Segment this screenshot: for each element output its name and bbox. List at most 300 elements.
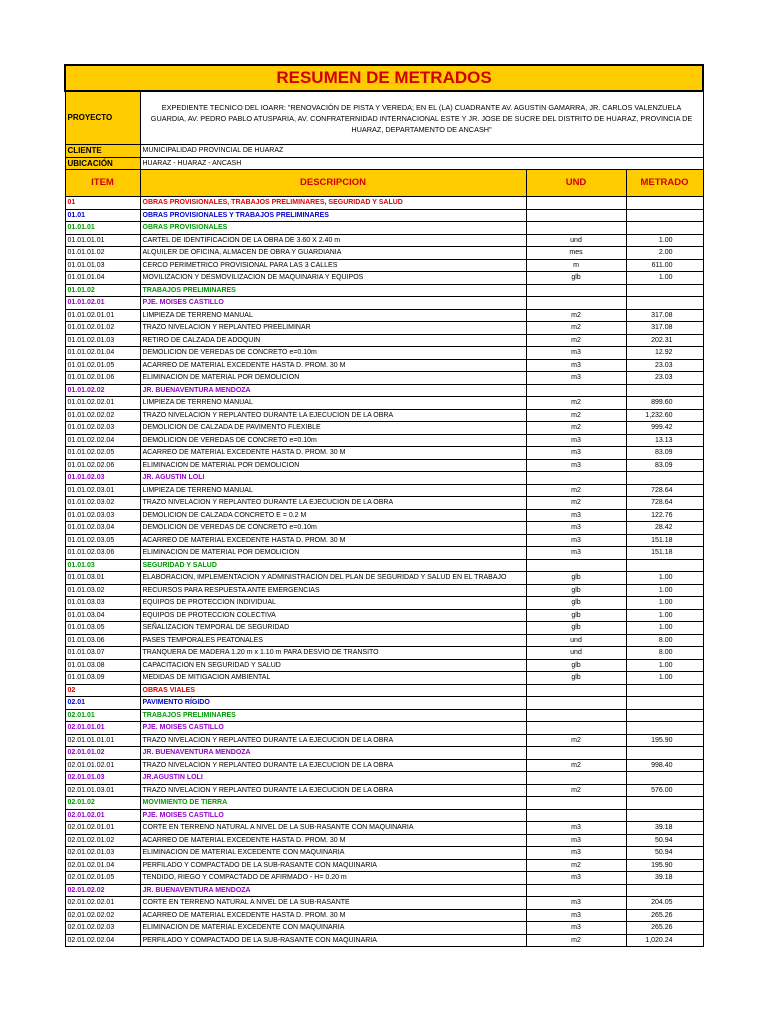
cell-metrado: 13.13 <box>626 434 703 447</box>
cell-und: m3 <box>526 534 626 547</box>
cell-desc: OBRAS PROVISIONALES <box>140 222 526 235</box>
cell-desc: DEMOLICION DE VEREDAS DE CONCRETO e=0.10m <box>140 434 526 447</box>
cell-desc: MOVILIZACION Y DESMOVILIZACION DE MAQUINARIA Y EQUIPOS <box>140 272 526 285</box>
cell-metrado <box>626 684 703 697</box>
cell-desc: PASES TEMPORALES PEATONALES <box>140 634 526 647</box>
table-row <box>65 822 703 835</box>
cell-und: m3 <box>526 447 626 460</box>
section-row <box>65 797 703 810</box>
table-row <box>65 259 703 272</box>
table-row <box>65 634 703 647</box>
cell-und: mes <box>526 247 626 260</box>
cell-desc: ACARREO DE MATERIAL EXCEDENTE HASTA D. PROM. 30 M <box>140 359 526 372</box>
cell-und: glb <box>526 622 626 635</box>
table-row <box>65 422 703 435</box>
table-row <box>65 659 703 672</box>
cell-und <box>526 709 626 722</box>
cell-und: m3 <box>526 347 626 360</box>
cell-desc: RETIRO DE CALZADA DE ADOQUIN <box>140 334 526 347</box>
cell-metrado: 50.94 <box>626 834 703 847</box>
cell-metrado: 998.40 <box>626 759 703 772</box>
cell-und: m3 <box>526 834 626 847</box>
cell-metrado: 899.60 <box>626 397 703 410</box>
metrados-table <box>64 64 704 947</box>
location-label: UBICACIÓN <box>65 157 140 170</box>
cell-desc: JR.AGUSTIN LOLI <box>140 772 526 785</box>
cell-metrado <box>626 384 703 397</box>
table-row <box>65 609 703 622</box>
cell-und: m2 <box>526 484 626 497</box>
section-row <box>65 697 703 710</box>
cell-und: m3 <box>526 547 626 560</box>
cell-item: 01.01.02.03.04 <box>65 522 140 535</box>
table-row <box>65 447 703 460</box>
table-row <box>65 572 703 585</box>
cell-und: m2 <box>526 422 626 435</box>
cell-item: 02.01.01.02 <box>65 747 140 760</box>
cell-item: 01.01.02.01.01 <box>65 309 140 322</box>
cell-item: 01.01.03.05 <box>65 622 140 635</box>
cell-metrado: 39.18 <box>626 872 703 885</box>
cell-item: 02.01.02.01.01 <box>65 822 140 835</box>
cell-und <box>526 747 626 760</box>
cell-desc: JR. BUENAVENTURA MENDOZA <box>140 747 526 760</box>
cell-desc: TRABAJOS PRELIMINARES <box>140 284 526 297</box>
table-row <box>65 897 703 910</box>
section-row <box>65 472 703 485</box>
cell-und: glb <box>526 272 626 285</box>
cell-item: 02.01.02.02.03 <box>65 922 140 935</box>
project-text: EXPEDIENTE TECNICO DEL IOARR: "RENOVACIÓN DE PISTA Y VEREDA; EN EL (LA) CUADRANTE AV. AGUSTIN GAMARRA, JR. CARLOS VALENZUELA GUARDIA, AV. PEDRO PABLO ATUSPARIA, AV. CONFRATERNIDAD INTERNACIONAL ESTE Y JR. JOSE DE SUCRE DEL DISTRITO DE HUARAZ, PROVINCIA DE HUARAZ, DEPARTAMENTO DE ANCASH" <box>140 91 703 145</box>
cell-desc: TRAZO NIVELACION Y REPLANTEO DURANTE LA EJECUCION DE LA OBRA <box>140 409 526 422</box>
cell-item: 02.01.01 <box>65 709 140 722</box>
cell-metrado: 999.42 <box>626 422 703 435</box>
cell-metrado: 611.00 <box>626 259 703 272</box>
cell-und: glb <box>526 609 626 622</box>
cell-item: 02.01.02.01.03 <box>65 847 140 860</box>
cell-desc: CERCO PERIMETRICO PROVISIONAL PARA LAS 3 CALLES <box>140 259 526 272</box>
cell-desc: ELIMINACION DE MATERIAL EXCEDENTE CON MAQUINARIA <box>140 922 526 935</box>
cell-desc: CORTE EN TERRENO NATURAL A NIVEL DE LA SUB-RASANTE <box>140 897 526 910</box>
cell-und: m2 <box>526 497 626 510</box>
cell-item: 01.01.02.02 <box>65 384 140 397</box>
cell-item: 01.01 <box>65 209 140 222</box>
cell-metrado <box>626 722 703 735</box>
cell-metrado: 23.03 <box>626 359 703 372</box>
cell-und: m3 <box>526 372 626 385</box>
cell-und: und <box>526 634 626 647</box>
cell-metrado <box>626 297 703 310</box>
section-row <box>65 772 703 785</box>
cell-desc: JR. BUENAVENTURA MENDOZA <box>140 884 526 897</box>
cell-item: 01.01.03.09 <box>65 672 140 685</box>
table-row <box>65 434 703 447</box>
cell-desc: TRAZO NIVELACION Y REPLANTEO DURANTE LA EJECUCION DE LA OBRA <box>140 784 526 797</box>
cell-item: 01.01.01.02 <box>65 247 140 260</box>
cell-metrado: 204.05 <box>626 897 703 910</box>
cell-item: 02.01.01.01 <box>65 722 140 735</box>
cell-metrado: 1,020.24 <box>626 934 703 947</box>
cell-und: m2 <box>526 334 626 347</box>
table-row <box>65 309 703 322</box>
cell-metrado: 195.90 <box>626 859 703 872</box>
table-row <box>65 547 703 560</box>
cell-und: und <box>526 647 626 660</box>
cell-desc: PJE. MOISES CASTILLO <box>140 722 526 735</box>
cell-und: m2 <box>526 397 626 410</box>
cell-desc: PAVIMENTO RÍGIDO <box>140 697 526 710</box>
cell-und: m3 <box>526 847 626 860</box>
cell-item: 01.01.02.02.03 <box>65 422 140 435</box>
section-row <box>65 884 703 897</box>
cell-desc: CARTEL DE IDENTIFICACION DE LA OBRA DE 3.60 X 2.40 m <box>140 234 526 247</box>
cell-desc: ACARREO DE MATERIAL EXCEDENTE HASTA D. PROM. 30 M <box>140 447 526 460</box>
table-row <box>65 622 703 635</box>
cell-und: m2 <box>526 859 626 872</box>
cell-item: 01.01.02.03.01 <box>65 484 140 497</box>
cell-item: 02.01.02 <box>65 797 140 810</box>
cell-item: 01 <box>65 197 140 210</box>
cell-item: 02.01.01.02.01 <box>65 759 140 772</box>
cell-metrado: 1.00 <box>626 609 703 622</box>
cell-und: m3 <box>526 509 626 522</box>
cell-desc: MEDIDAS DE MITIGACION AMBIENTAL <box>140 672 526 685</box>
cell-item: 02.01.01.01.01 <box>65 734 140 747</box>
cell-desc: MOVIMIENTO DE TIERRA <box>140 797 526 810</box>
cell-metrado <box>626 709 703 722</box>
cell-metrado: 1,232.60 <box>626 409 703 422</box>
cell-item: 02.01.02.02.01 <box>65 897 140 910</box>
cell-und: m3 <box>526 522 626 535</box>
cell-item: 01.01.02.02.04 <box>65 434 140 447</box>
cell-und <box>526 722 626 735</box>
table-row <box>65 272 703 285</box>
cell-und: und <box>526 234 626 247</box>
cell-desc: DEMOLICION DE VEREDAS DE CONCRETO e=0.10m <box>140 347 526 360</box>
cell-desc: TRAZO NIVELACION Y REPLANTEO DURANTE LA EJECUCION DE LA OBRA <box>140 497 526 510</box>
cell-und: glb <box>526 659 626 672</box>
cell-und <box>526 297 626 310</box>
table-row <box>65 347 703 360</box>
client-row <box>65 145 703 158</box>
section-row <box>65 197 703 210</box>
cell-desc: OBRAS PROVISIONALES Y TRABAJOS PRELIMINARES <box>140 209 526 222</box>
title-row <box>65 65 703 91</box>
cell-item: 01.01.02.03.03 <box>65 509 140 522</box>
table-row <box>65 584 703 597</box>
cell-desc: CAPACITACION EN SEGURIDAD Y SALUD <box>140 659 526 672</box>
cell-item: 02.01.01.03 <box>65 772 140 785</box>
cell-metrado: 1.00 <box>626 622 703 635</box>
cell-metrado <box>626 809 703 822</box>
cell-metrado <box>626 222 703 235</box>
table-row <box>65 597 703 610</box>
table-row <box>65 909 703 922</box>
cell-metrado: 265.26 <box>626 922 703 935</box>
cell-item: 01.01.02.02.01 <box>65 397 140 410</box>
cell-desc: DEMOLICION DE CALZADA DE PAVIMENTO FLEXIBLE <box>140 422 526 435</box>
cell-item: 02.01.01.03.01 <box>65 784 140 797</box>
cell-und <box>526 472 626 485</box>
cell-und <box>526 772 626 785</box>
cell-metrado: 1.00 <box>626 234 703 247</box>
table-row <box>65 534 703 547</box>
cell-metrado: 28.42 <box>626 522 703 535</box>
cell-desc: TRAZO NIVELACION Y REPLANTEO DURANTE LA EJECUCION DE LA OBRA <box>140 734 526 747</box>
cell-und: glb <box>526 584 626 597</box>
cell-und <box>526 559 626 572</box>
cell-desc: ALQUILER DE OFICINA, ALMACEN DE OBRA Y GUARDIANIA <box>140 247 526 260</box>
table-row <box>65 872 703 885</box>
section-row <box>65 222 703 235</box>
cell-desc: TRABAJOS PRELIMINARES <box>140 709 526 722</box>
table-row <box>65 647 703 660</box>
cell-item: 01.01.02.03.05 <box>65 534 140 547</box>
cell-und: glb <box>526 572 626 585</box>
cell-und: m2 <box>526 759 626 772</box>
metrados-sheet <box>64 64 702 947</box>
cell-item: 01.01.03.03 <box>65 597 140 610</box>
cell-desc: JR. BUENAVENTURA MENDOZA <box>140 384 526 397</box>
cell-desc: TENDIDO, RIEGO Y COMPACTADO DE AFIRMADO - H= 0.20 m <box>140 872 526 885</box>
cell-und <box>526 697 626 710</box>
cell-metrado: 83.09 <box>626 447 703 460</box>
cell-item: 01.01.02.01.02 <box>65 322 140 335</box>
cell-item: 01.01.01 <box>65 222 140 235</box>
cell-item: 01.01.03.01 <box>65 572 140 585</box>
table-row <box>65 372 703 385</box>
cell-item: 02.01.02.01.04 <box>65 859 140 872</box>
cell-und: m3 <box>526 897 626 910</box>
cell-und: m2 <box>526 409 626 422</box>
client-label: CLIENTE <box>65 145 140 158</box>
cell-item: 01.01.02.02.02 <box>65 409 140 422</box>
cell-desc: JR. AGUSTIN LOLI <box>140 472 526 485</box>
cell-und: m3 <box>526 872 626 885</box>
cell-metrado: 151.18 <box>626 534 703 547</box>
cell-item: 01.01.02.02.05 <box>65 447 140 460</box>
column-header-und: UND <box>526 170 626 197</box>
cell-und: m3 <box>526 434 626 447</box>
table-row <box>65 759 703 772</box>
cell-metrado: 8.00 <box>626 647 703 660</box>
cell-und <box>526 797 626 810</box>
cell-und <box>526 384 626 397</box>
cell-desc: PJE. MOISES CASTILLO <box>140 297 526 310</box>
cell-item: 01.01.03.02 <box>65 584 140 597</box>
cell-item: 02.01.02.01.02 <box>65 834 140 847</box>
cell-desc: ELIMINACION DE MATERIAL POR DEMOLICION <box>140 459 526 472</box>
cell-metrado: 1.00 <box>626 672 703 685</box>
cell-metrado: 151.18 <box>626 547 703 560</box>
table-row <box>65 397 703 410</box>
cell-desc: RECURSOS PARA RESPUESTA ANTE EMERGENCIAS <box>140 584 526 597</box>
cell-und: glb <box>526 672 626 685</box>
table-row <box>65 672 703 685</box>
column-header-row <box>65 170 703 197</box>
cell-und: glb <box>526 597 626 610</box>
cell-item: 01.01.03 <box>65 559 140 572</box>
table-row <box>65 247 703 260</box>
cell-und <box>526 809 626 822</box>
table-row <box>65 522 703 535</box>
section-row <box>65 384 703 397</box>
cell-und: m2 <box>526 734 626 747</box>
cell-und: m2 <box>526 784 626 797</box>
cell-desc: ACARREO DE MATERIAL EXCEDENTE HASTA D. PROM. 30 M <box>140 909 526 922</box>
cell-desc: LIMPIEZA DE TERRENO MANUAL <box>140 484 526 497</box>
column-header-item: ITEM <box>65 170 140 197</box>
cell-item: 02.01.02.02 <box>65 884 140 897</box>
cell-metrado: 50.94 <box>626 847 703 860</box>
cell-item: 02.01.02.01 <box>65 809 140 822</box>
cell-und <box>526 209 626 222</box>
table-row <box>65 834 703 847</box>
section-row <box>65 297 703 310</box>
cell-und: m3 <box>526 459 626 472</box>
cell-metrado <box>626 697 703 710</box>
cell-desc: ELABORACION, IMPLEMENTACION Y ADMINISTRACION DEL PLAN DE SEGURIDAD Y SALUD EN EL TRABAJO <box>140 572 526 585</box>
cell-metrado: 1.00 <box>626 572 703 585</box>
cell-metrado <box>626 559 703 572</box>
cell-metrado <box>626 884 703 897</box>
cell-desc: ELIMINACION DE MATERIAL POR DEMOLICION <box>140 547 526 560</box>
cell-metrado: 1.00 <box>626 659 703 672</box>
location-value: HUARAZ - HUARAZ - ANCASH <box>140 157 703 170</box>
cell-item: 02.01.02.02.04 <box>65 934 140 947</box>
cell-desc: ELIMINACION DE MATERIAL EXCEDENTE CON MAQUINARIA <box>140 847 526 860</box>
cell-metrado: 728.64 <box>626 484 703 497</box>
cell-metrado: 83.09 <box>626 459 703 472</box>
cell-item: 01.01.02.02.06 <box>65 459 140 472</box>
cell-item: 01.01.03.08 <box>65 659 140 672</box>
cell-desc: TRANQUERA DE MADERA 1.20 m x 1.10 m PARA DESVIO DE TRANSITO <box>140 647 526 660</box>
cell-metrado: 195.90 <box>626 734 703 747</box>
cell-metrado: 202.31 <box>626 334 703 347</box>
cell-desc: DEMOLICION DE CALZADA CONCRETO E = 0.2 M <box>140 509 526 522</box>
cell-und: m3 <box>526 909 626 922</box>
cell-desc: PERFILADO Y COMPACTADO DE LA SUB-RASANTE CON MAQUINARIA <box>140 934 526 947</box>
cell-item: 01.01.03.07 <box>65 647 140 660</box>
section-row <box>65 284 703 297</box>
cell-desc: LIMPIEZA DE TERRENO MANUAL <box>140 397 526 410</box>
table-row <box>65 509 703 522</box>
cell-metrado: 728.64 <box>626 497 703 510</box>
cell-item: 01.01.02.03.06 <box>65 547 140 560</box>
section-row <box>65 559 703 572</box>
cell-und: m3 <box>526 922 626 935</box>
section-row <box>65 747 703 760</box>
cell-metrado: 23.03 <box>626 372 703 385</box>
cell-metrado: 1.00 <box>626 584 703 597</box>
cell-item: 01.01.02.01.04 <box>65 347 140 360</box>
cell-item: 01.01.02.01.03 <box>65 334 140 347</box>
cell-desc: ACARREO DE MATERIAL EXCEDENTE HASTA D. PROM. 30 M <box>140 834 526 847</box>
cell-metrado <box>626 472 703 485</box>
cell-und <box>526 884 626 897</box>
cell-item: 01.01.02.01.06 <box>65 372 140 385</box>
cell-desc: EQUIPOS DE PROTECCION INDIVIDUAL <box>140 597 526 610</box>
cell-metrado: 2.00 <box>626 247 703 260</box>
cell-metrado: 317.08 <box>626 309 703 322</box>
cell-item: 02.01.02.01.05 <box>65 872 140 885</box>
cell-metrado: 576.00 <box>626 784 703 797</box>
cell-desc: ACARREO DE MATERIAL EXCEDENTE HASTA D. PROM. 30 M <box>140 534 526 547</box>
cell-metrado <box>626 284 703 297</box>
cell-und <box>526 284 626 297</box>
cell-metrado: 317.08 <box>626 322 703 335</box>
cell-metrado: 122.76 <box>626 509 703 522</box>
table-row <box>65 322 703 335</box>
cell-item: 01.01.02.01.05 <box>65 359 140 372</box>
cell-metrado: 39.18 <box>626 822 703 835</box>
section-row <box>65 209 703 222</box>
table-row <box>65 734 703 747</box>
table-row <box>65 359 703 372</box>
cell-desc: PJE. MOISES CASTILLO <box>140 809 526 822</box>
cell-und: m2 <box>526 322 626 335</box>
table-row <box>65 859 703 872</box>
cell-metrado <box>626 209 703 222</box>
section-row <box>65 709 703 722</box>
cell-metrado: 8.00 <box>626 634 703 647</box>
cell-desc: CORTE EN TERRENO NATURAL A NIVEL DE LA SUB-RASANTE CON MAQUINARIA <box>140 822 526 835</box>
cell-item: 01.01.01.04 <box>65 272 140 285</box>
table-row <box>65 934 703 947</box>
cell-metrado: 265.26 <box>626 909 703 922</box>
cell-item: 01.01.03.04 <box>65 609 140 622</box>
table-row <box>65 234 703 247</box>
cell-und: m2 <box>526 934 626 947</box>
cell-metrado <box>626 747 703 760</box>
table-row <box>65 922 703 935</box>
column-header-metrado: METRADO <box>626 170 703 197</box>
table-row <box>65 497 703 510</box>
cell-metrado: 1.00 <box>626 597 703 610</box>
cell-desc: DEMOLICION DE VEREDAS DE CONCRETO e=0.10m <box>140 522 526 535</box>
column-header-desc: DESCRIPCION <box>140 170 526 197</box>
cell-item: 01.01.02.01 <box>65 297 140 310</box>
project-label: PROYECTO <box>65 91 140 145</box>
cell-metrado: 12.92 <box>626 347 703 360</box>
project-row <box>65 91 703 145</box>
cell-item: 01.01.02.03 <box>65 472 140 485</box>
client-value: MUNICIPALIDAD PROVINCIAL DE HUARAZ <box>140 145 703 158</box>
page-title: RESUMEN DE METRADOS <box>65 65 703 91</box>
cell-desc: SEÑALIZACION TEMPORAL DE SEGURIDAD <box>140 622 526 635</box>
cell-item: 01.01.01.03 <box>65 259 140 272</box>
cell-item: 02 <box>65 684 140 697</box>
cell-desc: TRAZO NIVELACION Y REPLANTEO DURANTE LA EJECUCION DE LA OBRA <box>140 759 526 772</box>
table-row <box>65 847 703 860</box>
cell-desc: SEGURIDAD Y SALUD <box>140 559 526 572</box>
cell-und: m2 <box>526 309 626 322</box>
cell-metrado <box>626 797 703 810</box>
table-row <box>65 334 703 347</box>
cell-und <box>526 222 626 235</box>
section-row <box>65 722 703 735</box>
cell-item: 02.01 <box>65 697 140 710</box>
cell-und <box>526 684 626 697</box>
table-row <box>65 484 703 497</box>
cell-desc: LIMPIEZA DE TERRENO MANUAL <box>140 309 526 322</box>
cell-item: 01.01.03.06 <box>65 634 140 647</box>
cell-und: m3 <box>526 359 626 372</box>
table-row <box>65 784 703 797</box>
cell-desc: OBRAS PROVISIONALES, TRABAJOS PRELIMINARES, SEGURIDAD Y SALUD <box>140 197 526 210</box>
section-row <box>65 809 703 822</box>
cell-desc: TRAZO NIVELACION Y REPLANTEO PREELIMINAR <box>140 322 526 335</box>
